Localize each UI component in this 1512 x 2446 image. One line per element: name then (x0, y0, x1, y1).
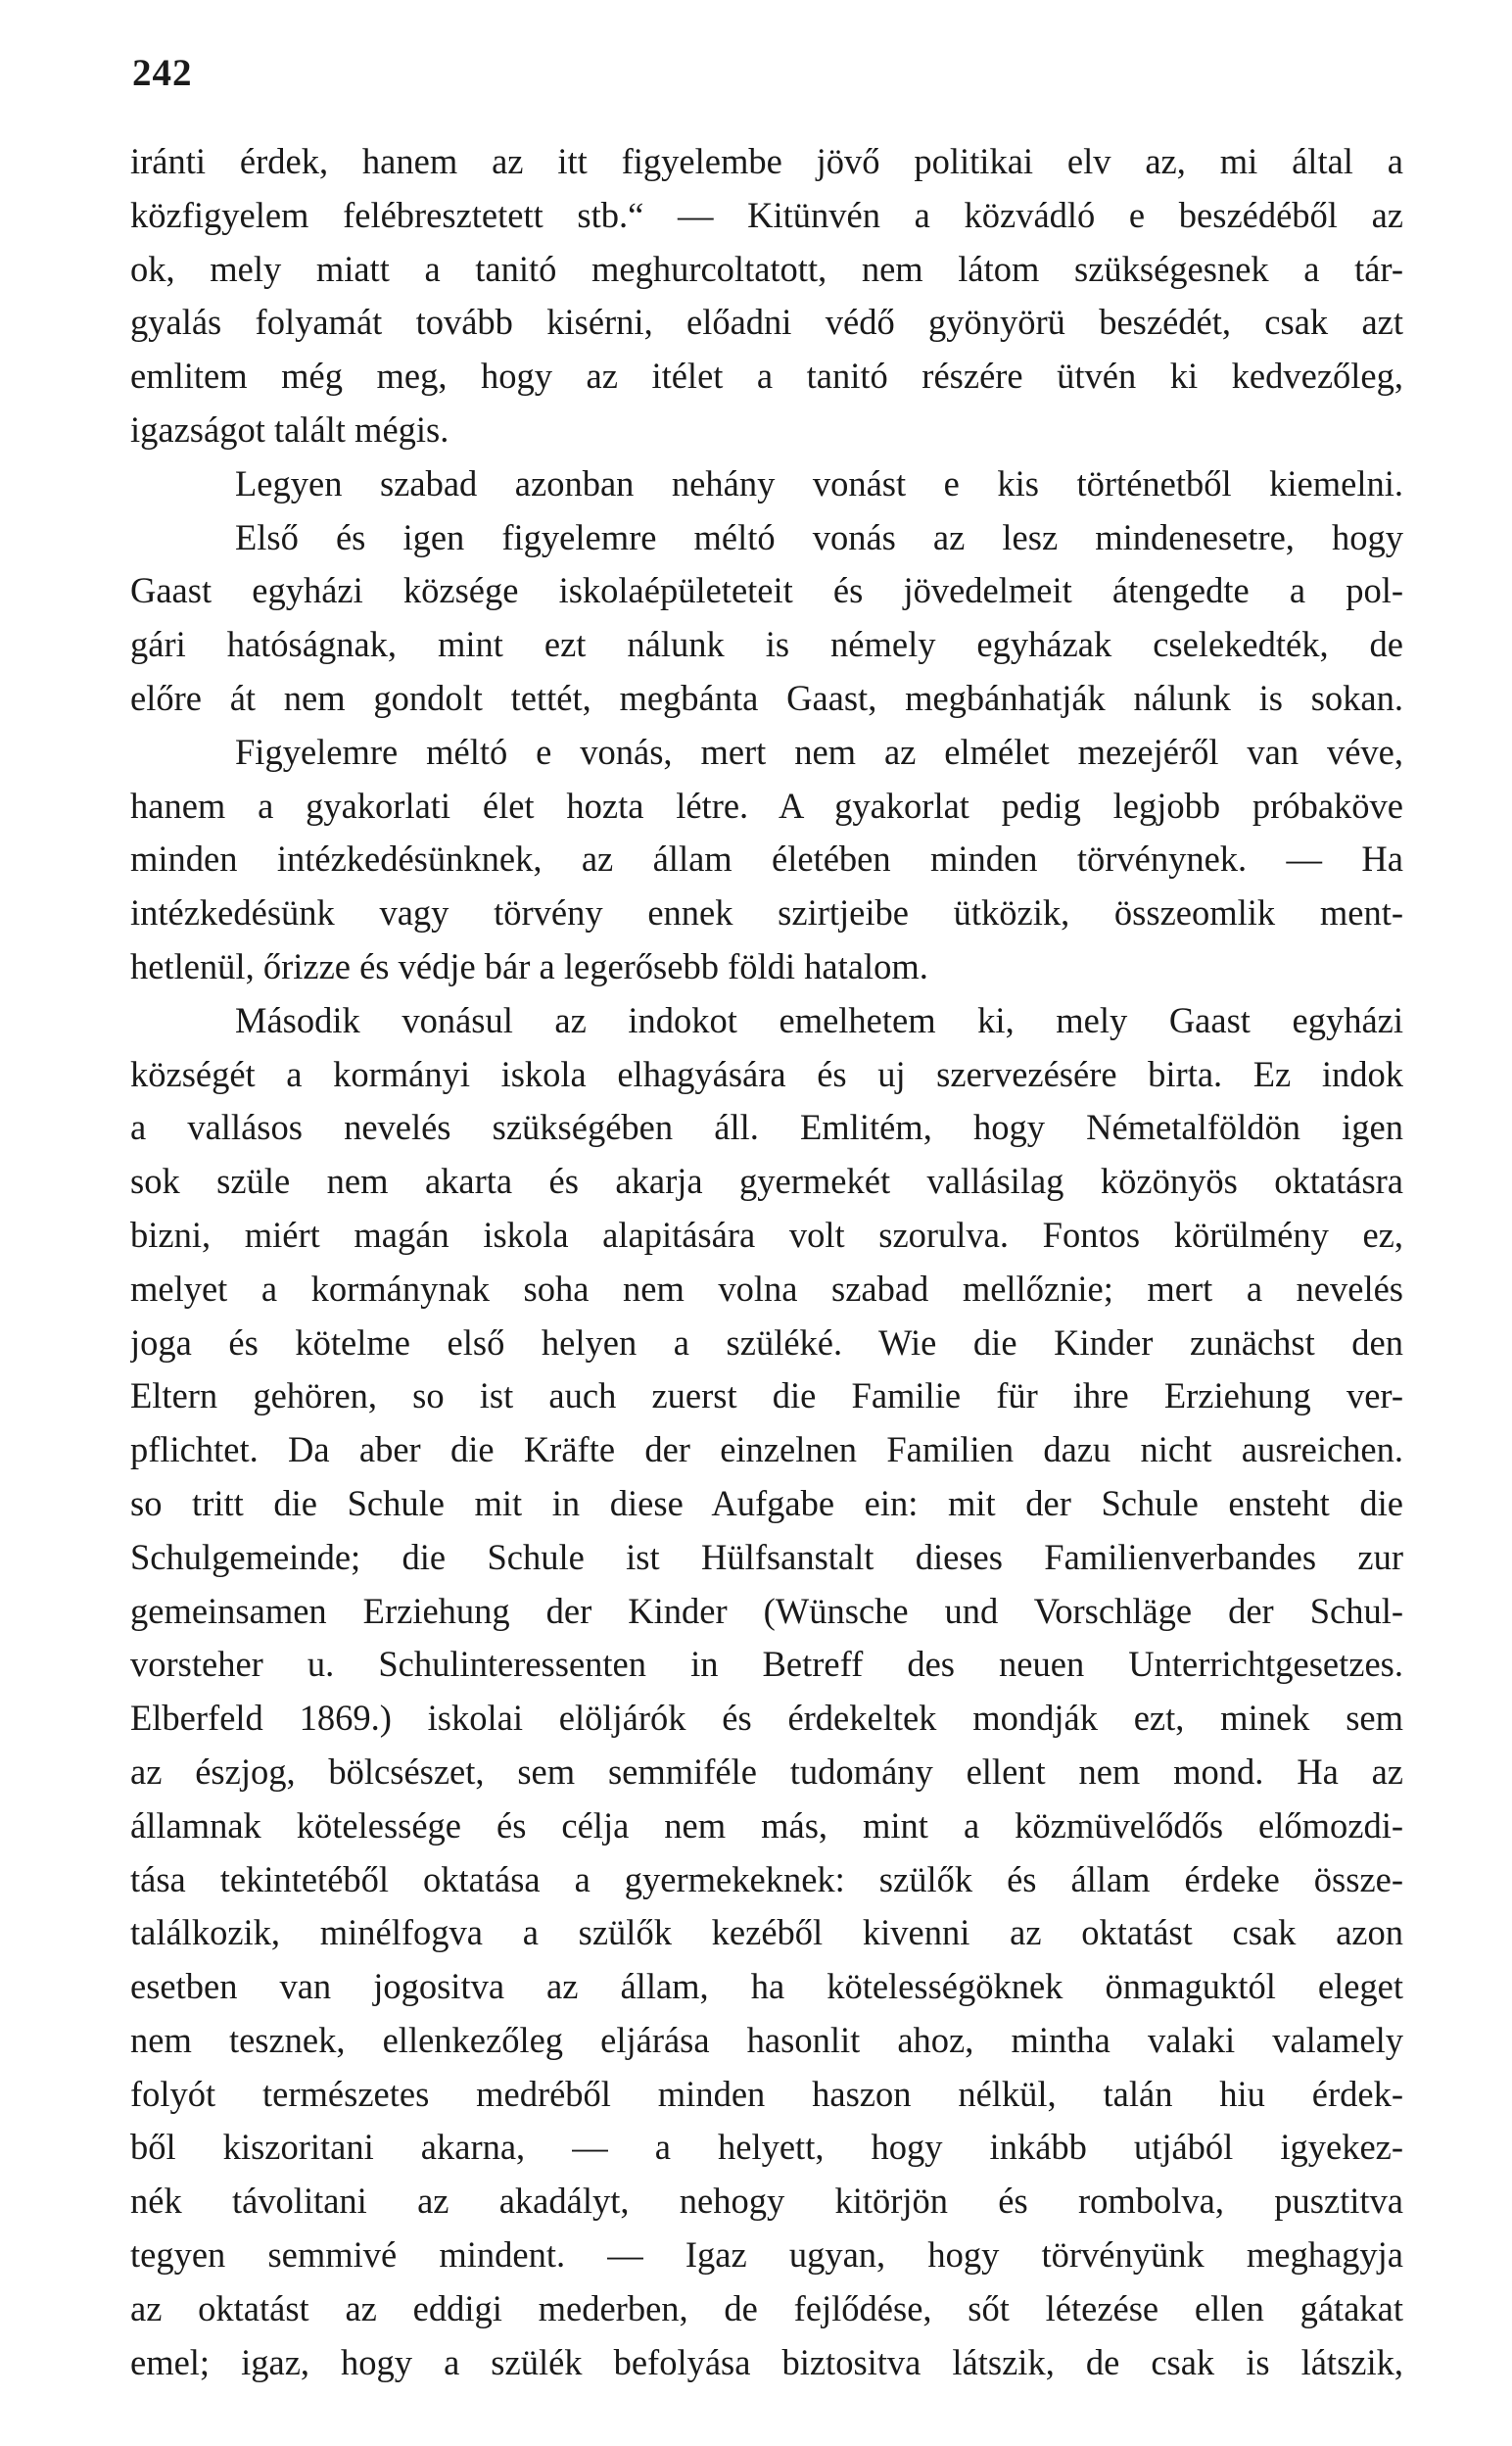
text-line: iránti érdek, hanem az itt figyelembe jövő politikai elv az, mi által a (130, 141, 1403, 181)
text-line: községét a kormányi iskola elhagyására és uj szervezésére birta. Ez indok (130, 1053, 1403, 1094)
text-line: Schulgemeinde; die Schule ist Hülfsanstalt dieses Familienverbandes zur (130, 1536, 1403, 1577)
text-line: az észjog, bölcsészet, sem semmiféle tudomány ellent nem mond. Ha az (130, 1751, 1403, 1792)
text-line: so tritt die Schule mit in diese Aufgabe ein: mit der Schule ensteht die (130, 1482, 1403, 1523)
text-line: tegyen semmivé mindent. — Igaz ugyan, hogy törvényünk meghagyja (130, 2234, 1403, 2276)
body-text (130, 135, 1403, 2389)
text-line: gári hatóságnak, mint ezt nálunk is némely egyházak cselekedték, de (130, 624, 1403, 665)
text-line: Gaast egyházi községe iskolaépületeteit és jövedelmeit átengedte a pol- (130, 570, 1403, 611)
text-line: sok szüle nem akarta és akarja gyermekét vallásilag közönyös oktatásra (130, 1161, 1403, 1202)
text-line: emel; igaz, hogy a szülék befolyása biztositva látszik, de csak is látszik, (130, 2341, 1403, 2382)
text-line: gyalás folyamát tovább kisérni, előadni védő gyönyörü beszédét, csak azt (130, 302, 1403, 343)
text-line: előre át nem gondolt tettét, megbánta Gaast, megbánhatják nálunk is sokan. (130, 677, 1403, 718)
text-line: a vallásos nevelés szükségében áll. Emlitém, hogy Németalföldön igen (130, 1107, 1403, 1148)
text-line: tása tekintetéből oktatása a gyermekeknek: szülők és állam érdeke össze- (130, 1858, 1403, 1899)
text-line: intézkedésünk vagy törvény ennek szirtjeibe ütközik, összeomlik ment- (130, 892, 1403, 934)
text-line: az oktatást az eddigi mederben, de fejlődése, sőt létezése ellen gátakat (130, 2287, 1403, 2328)
text-line: nék távolitani az akadályt, nehogy kitörjön és rombolva, pusztitva (130, 2181, 1403, 2222)
text-line: igazságot talált mégis. (130, 408, 449, 450)
text-line: Elberfeld 1869.) iskolai elöljárók és érdekeltek mondják ezt, minek sem (130, 1698, 1403, 1739)
text-line: hetlenül, őrizze és védje bár a legerősebb földi hatalom. (130, 945, 928, 986)
text-line: államnak kötelessége és célja nem más, mint a közmüvelődős előmozdi- (130, 1804, 1403, 1846)
text-line: esetben van jogositva az állam, ha kötelességöknek önmaguktól eleget (130, 1966, 1403, 2007)
text-line: emlitem még meg, hogy az itélet a tanitó részére ütvén ki kedvezőleg, (130, 356, 1403, 397)
text-line: találkozik, minélfogva a szülők kezéből kivenni az oktatást csak azon (130, 1912, 1403, 1953)
text-line: Legyen szabad azonban nehány vonást e kis történetből kiemelni. (235, 462, 1403, 504)
text-line: Figyelemre méltó e vonás, mert nem az elmélet mezejéről van véve, (235, 731, 1403, 772)
text-line: ből kiszoritani akarna, — a helyett, hogy inkább utjából igyekez- (130, 2127, 1403, 2168)
text-line: nem tesznek, ellenkezőleg eljárása hasonlit ahoz, mintha valaki valamely (130, 2019, 1403, 2060)
text-line: bizni, miért magán iskola alapitására volt szorulva. Fontos körülmény ez, (130, 1214, 1403, 1255)
text-line: hanem a gyakorlati élet hozta létre. A gyakorlat pedig legjobb próbaköve (130, 785, 1403, 826)
text-line: Első és igen figyelemre méltó vonás az lesz mindenesetre, hogy (235, 516, 1403, 557)
text-line: joga és kötelme első helyen a szüléké. Wie die Kinder zunächst den (130, 1321, 1403, 1363)
text-line: vorsteher u. Schulinteressenten in Betreff des neuen Unterrichtgesetzes. (130, 1644, 1403, 1685)
text-line: pflichtet. Da aber die Kräfte der einzelnen Familien dazu nicht ausreichen. (130, 1429, 1403, 1470)
text-line: folyót természetes medréből minden haszon nélkül, talán hiu érdek- (130, 2073, 1403, 2114)
text-line: gemeinsamen Erziehung der Kinder (Wünsche und Vorschläge der Schul- (130, 1590, 1403, 1631)
text-line: közfigyelem felébresztetett stb.“ — Kitünvén a közvádló e beszédéből az (130, 194, 1403, 235)
text-line: melyet a kormánynak soha nem volna szabad mellőznie; mert a nevelés (130, 1268, 1403, 1309)
text-line: Második vonásul az indokot emelhetem ki, mely Gaast egyházi (235, 999, 1403, 1040)
text-line: ok, mely miatt a tanitó meghurcoltatott, nem látom szükségesnek a tár- (130, 248, 1403, 289)
page-number: 242 (132, 52, 193, 94)
text-line: Eltern gehören, so ist auch zuerst die Familie für ihre Erziehung ver- (130, 1375, 1403, 1416)
text-line: minden intézkedésünknek, az állam életében minden törvénynek. — Ha (130, 839, 1403, 880)
